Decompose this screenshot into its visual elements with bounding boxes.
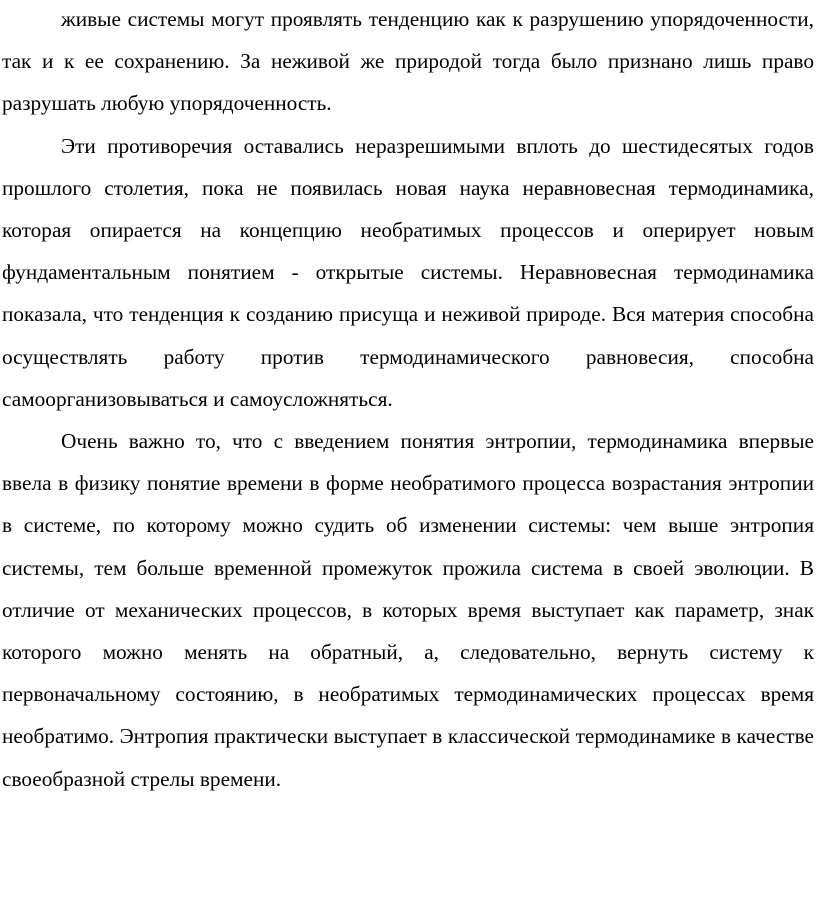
paragraph-contradictions: Эти противоречия оставались неразрешимыми вплоть до шестидесятых годов прошлого столетия, пока не появилась новая наука неравновесная термодинамика, которая опирается на концепцию необратимых процессов и оперирует новым фундаментальным понятием - открытые системы. Неравновесная термодинамика показала, что тенденция к созданию присуща и неживой природе. Вся материя способна осуществлять работу против термодинамического равновесия, способна самоорганизовываться и самоусложняться.	[2, 133, 814, 411]
paragraph-continuation: живые системы могут проявлять тенденцию как к разрушению упорядоченности, так и к ее сохранению. За неживой же природой тогда было признано лишь право разрушать любую упорядоченность.	[2, 7, 814, 116]
paragraph-entropy-time: Очень важно то, что с введением понятия энтропии, термодинамика впервые ввела в физику понятие времени в форме необратимого процесса возрастания энтропии в системе, по которому можно судить об изменении системы: чем выше энтропия системы, тем больше временной промежуток прожила система в своей эволюции. В отличие от механических процессов, в которых время выступает как параметр, знак которого можно менять на обратный, а, следовательно, вернуть систему к первоначальному состоянию, в необратимых термодинамических процессах время необратимо. Энтропия практически выступает в классической термодинамике в качестве своеобразной стрелы времени.	[2, 429, 814, 791]
document-body	[2, 0, 814, 800]
